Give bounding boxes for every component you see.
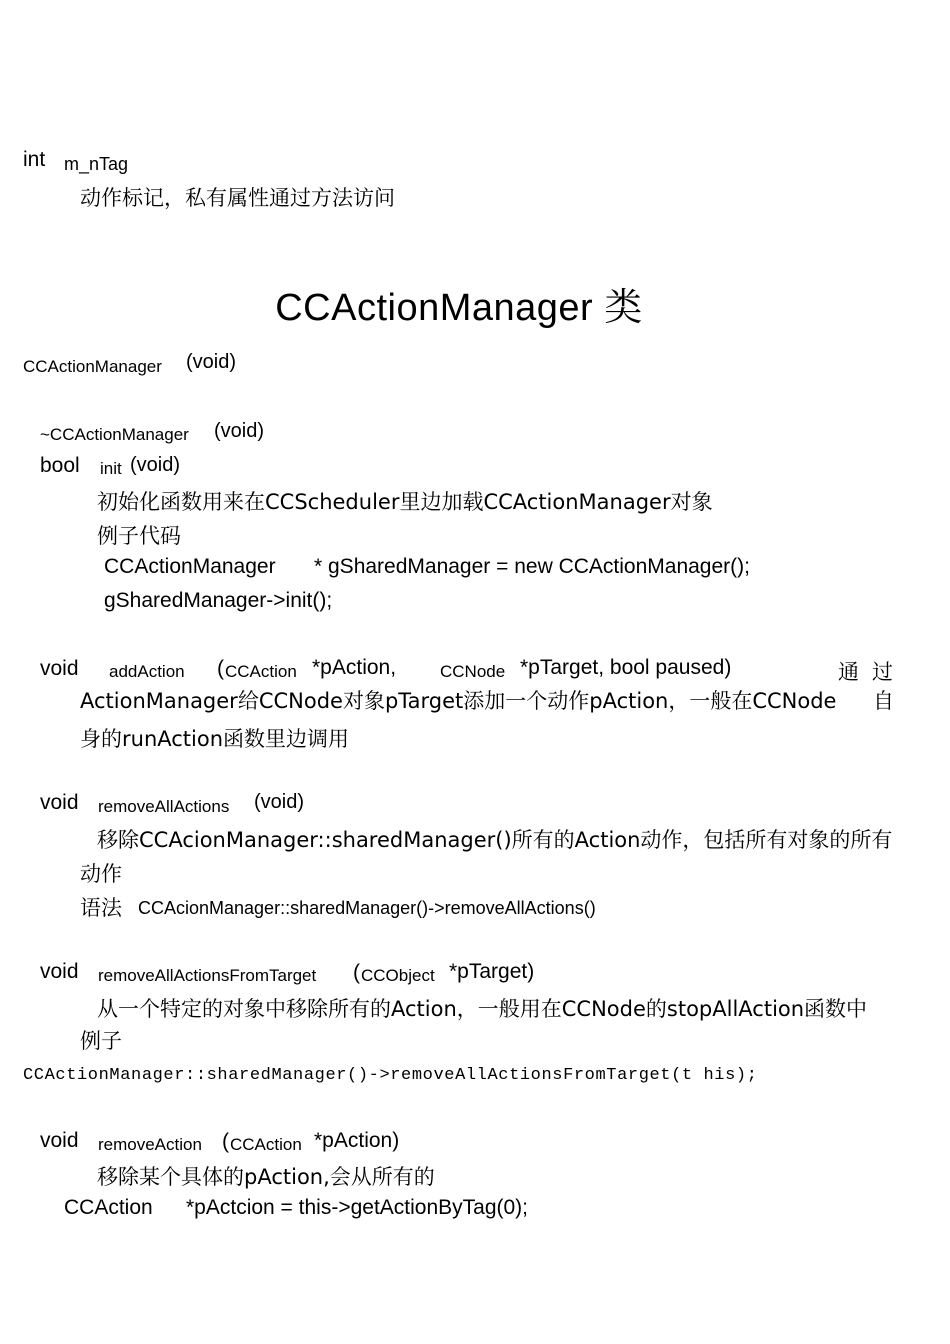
removeallactions-description-line1: 移除CCAcionManager::sharedManager()所有的Action动作，包括所有对象的所有 xyxy=(97,828,893,852)
init-description: 初始化函数用来在CCScheduler里边加载CCActionManager对象 xyxy=(97,490,713,514)
init-name: init xyxy=(100,459,122,478)
addaction-tail-char2: 过 xyxy=(872,660,893,684)
removefromtarget-param-rest: *pTarget) xyxy=(449,960,535,983)
init-code-class: CCActionManager xyxy=(104,555,276,578)
constructor-name: CCActionManager xyxy=(23,357,162,376)
addaction-param2-rest: *pTarget, bool paused) xyxy=(520,656,732,679)
init-params: (void) xyxy=(130,454,181,476)
removefromtarget-description: 从一个特定的对象中移除所有的Action，一般用在CCNode的stopAllAction函数中 xyxy=(97,997,868,1021)
removefromtarget-name: removeAllActionsFromTarget xyxy=(98,966,317,985)
removeallactions-syntax-code: CCAcionManager::sharedManager()->removeAllActions() xyxy=(138,898,596,918)
addaction-desc-main: ActionManager给CCNode对象pTarget添加一个动作pAction，一般在CCNode xyxy=(80,689,837,713)
init-code-line1: * gSharedManager = new CCActionManager(); xyxy=(314,555,750,578)
removeallactions-name: removeAllActions xyxy=(98,797,230,816)
removeaction-return-type: void xyxy=(40,1129,79,1152)
removefromtarget-return-type: void xyxy=(40,960,79,983)
addaction-return-type: void xyxy=(40,657,79,680)
removefromtarget-example-code: CCActionManager::sharedManager()->removeAllActionsFromTarget(t his); xyxy=(23,1066,758,1085)
addaction-description-line2: 身的runAction函数里边调用 xyxy=(80,727,350,751)
removeaction-param-rest: *pAction) xyxy=(314,1129,400,1152)
removeaction-open-paren: ( xyxy=(222,1130,229,1153)
init-return-type: bool xyxy=(40,454,80,477)
init-example-label: 例子代码 xyxy=(97,524,181,548)
constructor-params: (void) xyxy=(186,351,237,373)
addaction-param1-type: CCAction xyxy=(225,662,297,681)
member-name: m_nTag xyxy=(64,154,129,174)
addaction-param2-type: CCNode xyxy=(440,662,506,681)
addaction-tail-char1: 通 xyxy=(838,660,859,684)
addaction-open-paren: ( xyxy=(217,657,224,680)
addaction-name: addAction xyxy=(109,662,185,681)
removefromtarget-param-type: CCObject xyxy=(361,966,435,985)
removeallactions-syntax-label: 语法 xyxy=(80,896,122,920)
destructor-params: (void) xyxy=(214,420,265,442)
removefromtarget-open-paren: ( xyxy=(353,961,360,984)
removeaction-code-line: *pActcion = this->getActionByTag(0); xyxy=(186,1196,529,1219)
init-code-line2: gSharedManager->init(); xyxy=(104,589,333,612)
member-description: 动作标记，私有属性通过方法访问 xyxy=(80,186,395,210)
removeaction-name: removeAction xyxy=(98,1135,202,1154)
removeallactions-params: (void) xyxy=(254,791,305,813)
section-title: CCActionManager 类 xyxy=(275,287,643,329)
removeaction-param-type: CCAction xyxy=(230,1135,302,1154)
destructor-name: ~CCActionManager xyxy=(40,425,189,444)
removeaction-description: 移除某个具体的pAction,会从所有的 xyxy=(97,1165,435,1189)
removeaction-code-class: CCAction xyxy=(64,1196,153,1219)
removeallactions-return-type: void xyxy=(40,791,79,814)
addaction-param1-name: *pAction, xyxy=(312,656,397,679)
addaction-desc-end: 自 xyxy=(873,689,894,713)
addaction-description-line1 xyxy=(80,684,894,718)
removeallactions-description-line2: 动作 xyxy=(80,862,122,886)
removefromtarget-example-label: 例子 xyxy=(80,1029,122,1053)
member-type: int xyxy=(23,148,46,171)
